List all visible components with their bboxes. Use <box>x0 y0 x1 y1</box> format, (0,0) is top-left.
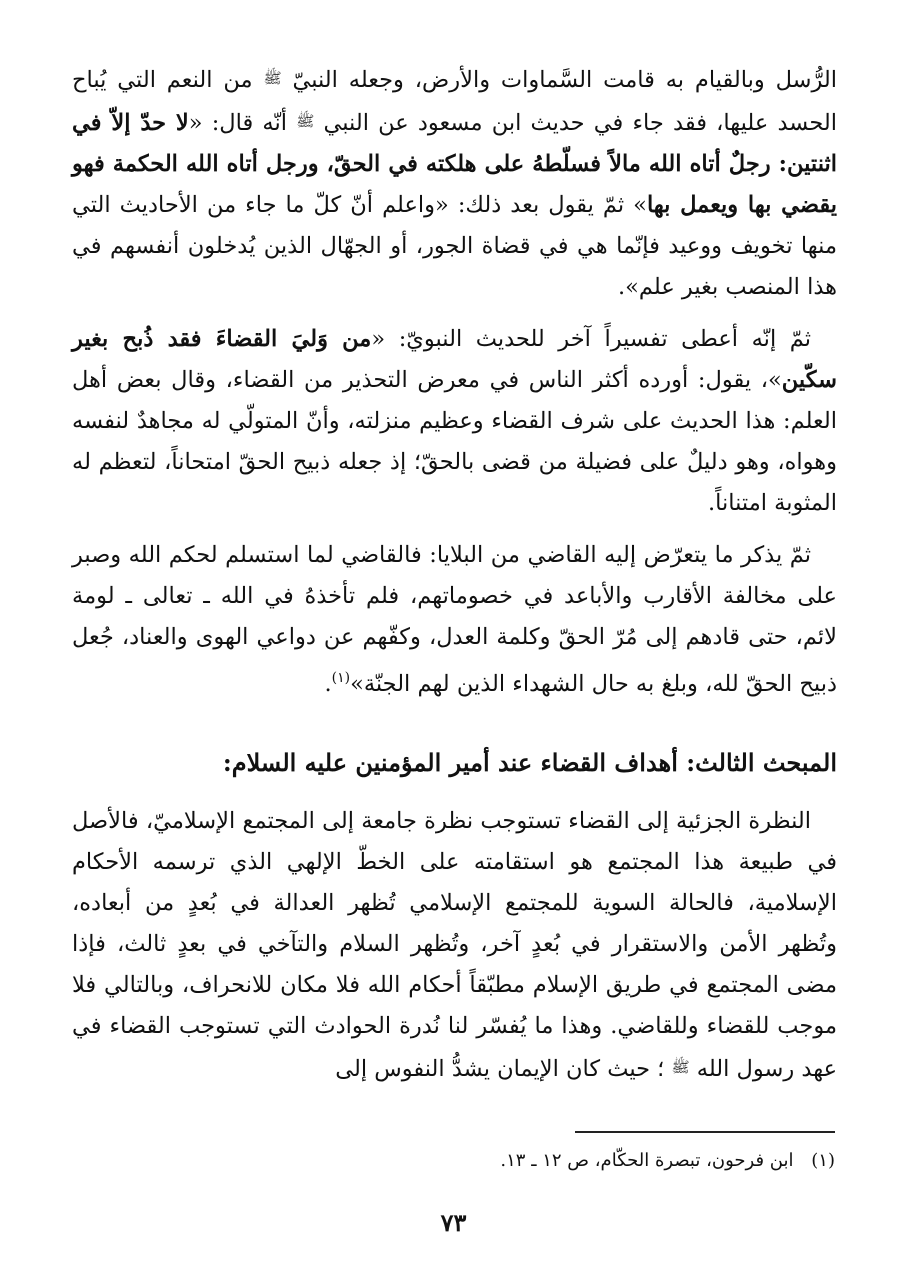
footnote-marker: (١) <box>331 670 351 686</box>
salutation-symbol: ﷺ <box>263 69 282 87</box>
section-heading: المبحث الثالث: أهداف القضاء عند أمير المؤمنين عليه السلام: <box>222 748 837 777</box>
paragraph-3 <box>72 535 837 705</box>
paragraph-2 <box>72 319 837 524</box>
salutation-symbol: ﷺ <box>296 112 315 130</box>
hadith-quote: لا حدّ إلاّ في اثنتين: رجلٌ أتاه الله مالاً فسلّطهُ على هلكته في الحقّ، ورجل أتاه الله الحكمة فهو يقضي بها ويعمل بها <box>72 110 837 218</box>
paragraph-1-text: الرُّسل وبالقيام به قامت السَّماوات والأرض، وجعله النبيّ <box>292 67 838 93</box>
footnote-divider <box>575 1131 835 1133</box>
paragraph-3-end: . <box>324 671 332 697</box>
paragraph-1-text: » ثمّ يقول بعد ذلك: «واعلم أنّ كلّ ما جاء من الأحاديث التي منها تخويف ووعيد فإنّما هي في قضاة الجور، أو الجهّال الذين يُدخلون أنفسهم في هذا المنصب بغير علم». <box>72 192 837 300</box>
paragraph-1-text: أنّه قال: « <box>188 110 288 136</box>
paragraph-4 <box>72 801 837 1090</box>
paragraph-4-text: ؛ حيث كان الإيمان يشدُّ النفوس إلى <box>335 1056 665 1082</box>
footnote-number: (١) <box>811 1150 835 1171</box>
paragraph-1 <box>72 58 837 308</box>
paragraph-2-text: »، يقول: أورده أكثر الناس في معرض التحذير من القضاء، وقال بعض أهل العلم: هذا الحديث على شرف القضاء وعظيم منزلته، وأنّ المتولّي له مجاهدٌ لنفسه وهواه، وهو دليلٌ على فضيلة من قضى بالحقّ؛ إذ جعله ذبيح الحقّ امتحاناً، لتعظم له المثوبة امتناناً. <box>72 367 837 516</box>
paragraph-3-text: ثمّ يذكر ما يتعرّض إليه القاضي من البلايا: فالقاضي لما استسلم لحكم الله وصبر على مخالفة الأقارب والأباعد في خصوماتهم، فلم تأخذهُ في الله ـ تعالى ـ لومة لائم، حتى قادهم إلى مُرّ الحقّ وكلمة العدل، وكفّهم عن دواعي الهوى والعناد، جُعل ذبيح الحقّ لله، وبلغ به حال الشهداء الذين لهم الجنّة» <box>72 542 837 697</box>
paragraph-4-text: النظرة الجزئية إلى القضاء تستوجب نظرة جامعة إلى المجتمع الإسلاميّ، فالأصل في طبيعة هذا المجتمع هو استقامته على الخطّ الإلهي الذي ترسمه الأحكام الإسلامية، فالحالة السوية للمجتمع الإسلامي تُظهر العدالة في بُعدٍ من أبعاده، وتُظهر الأمن والاستقرار في بُعدٍ آخر، وتُظهر السلام والتآخي في بعدٍ ثالث، فإذا مضى المجتمع في طريق الإسلام مطبّقاً أحكام الله فلا مكان للانحراف، وبالتالي فلا موجب للقضاء وللقاضي. وهذا ما يُفسّر لنا نُدرة الحوادث التي تستوجب القضاء في عهد رسول الله <box>72 808 837 1082</box>
page-number: ٧٣ <box>440 1208 467 1237</box>
salutation-symbol: ﷺ <box>671 1058 690 1076</box>
page-body <box>72 58 837 1090</box>
footnote-text: ابن فرحون، تبصرة الحكّام، ص ١٢ ـ ١٣. <box>500 1150 794 1171</box>
paragraph-2-text: ثمّ إنّه أعطى تفسيراً آخر للحديث النبويّ: « <box>371 326 811 352</box>
hadith-quote: من وَليَ القضاءَ فقد ذُبح بغير سكّين <box>72 326 837 393</box>
paragraph-1-text: من النعم التي يُباح الحسد عليها، فقد جاء في حديث ابن مسعود عن النبي <box>72 67 837 136</box>
footnote <box>70 1146 835 1176</box>
